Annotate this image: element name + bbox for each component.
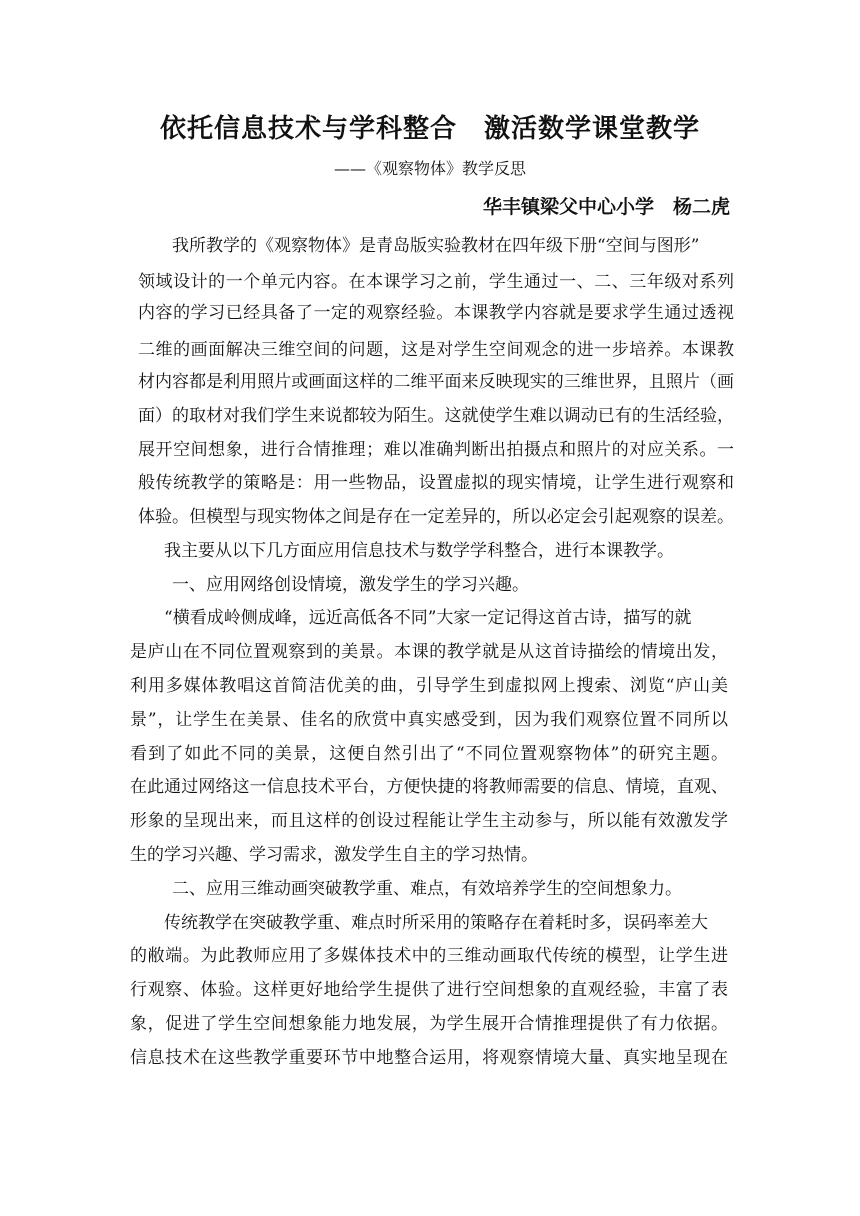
section-heading: 二、应用三维动画突破教学重、难点，有效培养学生的空间想象力。	[172, 879, 682, 899]
paragraph-line: 般传统教学的策略是：用一些物品，设置虚拟的现实情境，让学生进行观察和	[138, 473, 734, 493]
paragraph-line: 体验。但模型与现实物体之间是存在一定差异的，所以必定会引起观察的误差。	[138, 507, 734, 527]
paragraph-line: 面）的取材对我们学生来说都较为陌生。这就使学生难以调动已有的生活经验，	[138, 406, 734, 426]
paragraph-line: 我主要从以下几方面应用信息技术与数学学科整合，进行本课教学。	[164, 541, 674, 561]
paragraph-line: 我所教学的《观察物体》是青岛版实验教材在四年级下册“空间与图形”	[172, 236, 700, 256]
paragraph-line: 行观察、体验。这样更好地给学生提供了进行空间想象的直观经验，丰富了表	[130, 980, 728, 1000]
paragraph-line: 展开空间想象，进行合情推理；难以准确判断出拍摄点和照片的对应关系。一	[138, 440, 734, 460]
document-subtitle: ——《观察物体》教学反思	[333, 159, 526, 178]
paragraph-line: 象，促进了学生空间想象能力地发展，为学生展开合情推理提供了有力依据。	[130, 1014, 728, 1034]
paragraph-line: 内容的学习已经具备了一定的观察经验。本课教学内容就是要求学生通过透视	[138, 303, 734, 323]
paragraph-line: 利用多媒体教唱这首简洁优美的曲，引导学生到虚拟网上搜索、浏览“庐山美	[130, 676, 728, 696]
paragraph-line: 材内容都是利用照片或画面这样的二维平面来反映现实的三维世界，且照片（画	[138, 372, 734, 392]
paragraph-line: 传统教学在突破教学重、难点时所采用的策略存在着耗时多，误码率差大	[164, 913, 708, 933]
document-title: 依托信息技术与学科整合 激活数学课堂教学	[159, 114, 700, 144]
paragraph-line: 生的学习兴趣、学习需求，激发学生自主的学习热情。	[130, 845, 538, 865]
paragraph-line: 在此通过网络这一信息技术平台，方便快捷的将教师需要的信息、情境，直观、	[130, 777, 728, 797]
paragraph-line: 二维的画面解决三维空间的问题，这是对学生空间观念的进一步培养。本课教	[138, 340, 734, 360]
paragraph-line: 领域设计的一个单元内容。在本课学习之前，学生通过一、二、三年级对系列	[138, 272, 734, 292]
paragraph-line: 是庐山在不同位置观察到的美景。本课的教学就是从这首诗描绘的情境出发，	[130, 642, 728, 662]
paragraph-line: “横看成岭侧成峰，远近高低各不同”大家一定记得这首古诗，描写的就	[164, 608, 692, 628]
paragraph-line: 形象的呈现出来，而且这样的创设过程能让学生主动参与，所以能有效激发学	[130, 811, 728, 831]
paragraph-line: 景”，让学生在美景、佳名的欣赏中真实感受到，因为我们观察位置不同所以	[130, 710, 728, 730]
paragraph-line: 看到了如此不同的美景，这便自然引出了“不同位置观察物体”的研究主题。	[130, 744, 728, 764]
paragraph-line: 的敝端。为此教师应用了多媒体技术中的三维动画取代传统的模型，让学生进	[130, 946, 728, 966]
document-author: 华丰镇梁父中心小学 杨二虎	[482, 196, 730, 218]
paragraph-line: 信息技术在这些教学重要环节中地整合运用，将观察情境大量、真实地呈现在	[130, 1048, 728, 1068]
section-heading: 一、应用网络创设情境，激发学生的学习兴趣。	[172, 575, 529, 595]
